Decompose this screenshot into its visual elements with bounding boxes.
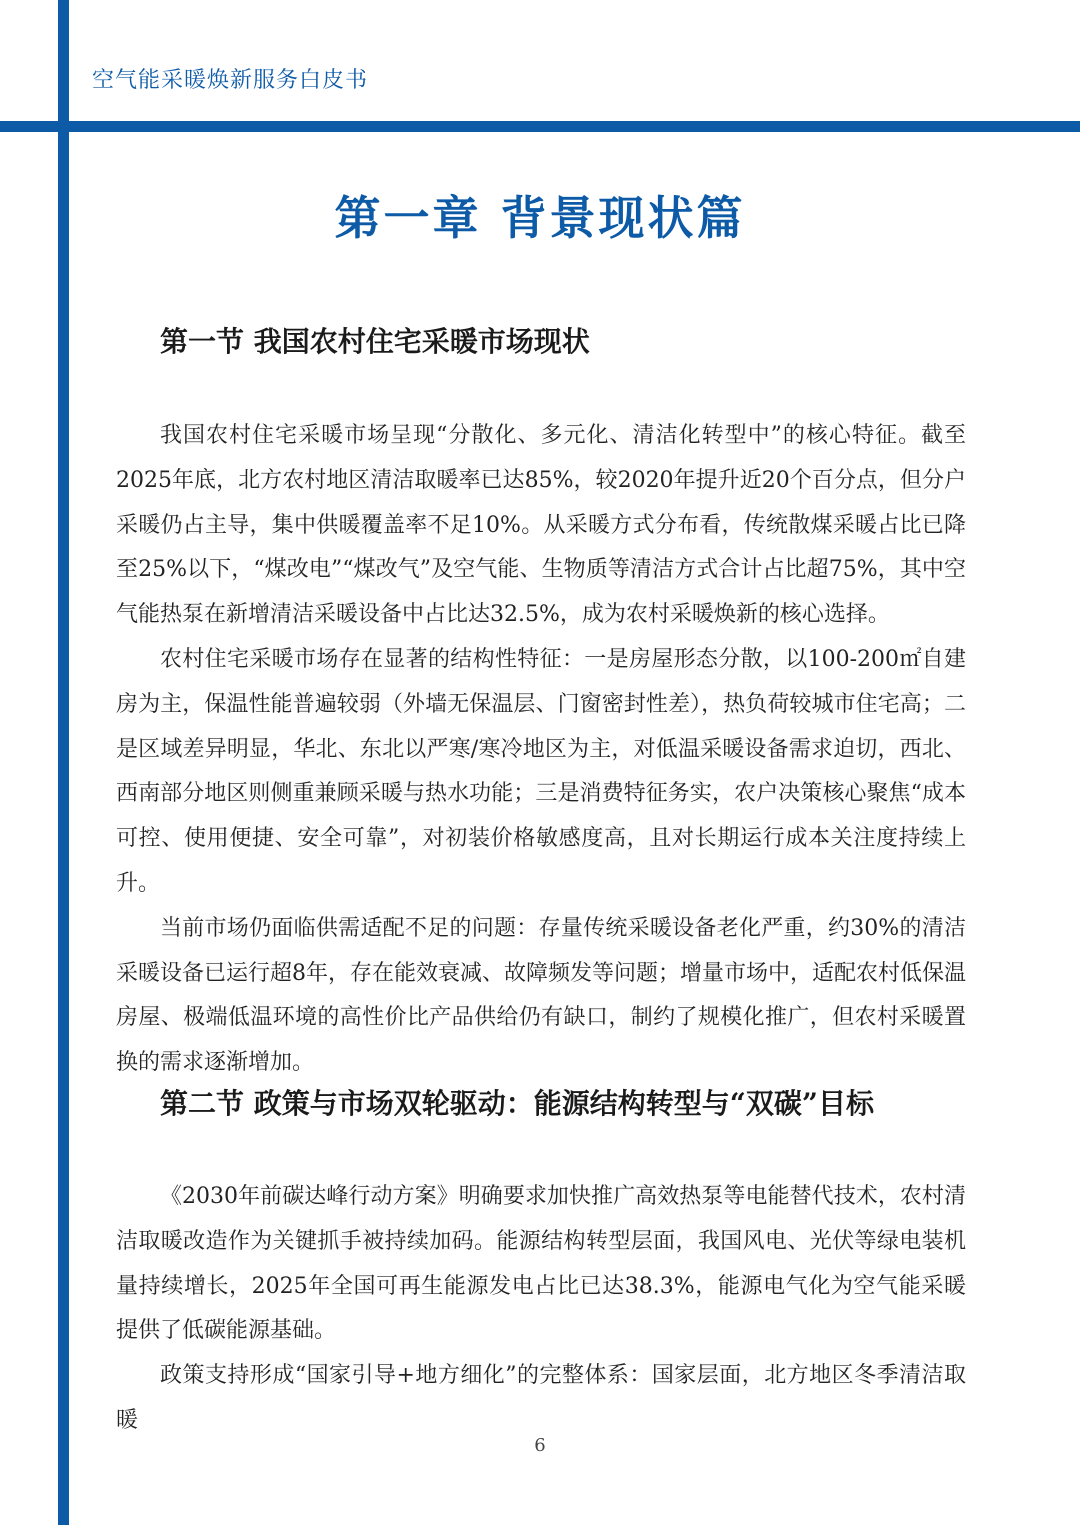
header-rule xyxy=(0,121,1080,132)
paragraph: 农村住宅采暖市场存在显著的结构性特征：一是房屋形态分散，以100-200㎡自建房为主，保温性能普遍较弱（外墙无保温层、门窗密封性差），热负荷较城市住宅高；二是区域差异明显，华北、东北以严寒/寒冷地区为主，对低温采暖设备需求迫切，西北、西南部分地区则侧重兼顾采暖与热水功能；三是消费特征务实，农户决策核心聚焦“成本可控、使用便捷、安全可靠”，对初装价格敏感度高，且对长期运行成本关注度持续上升。 xyxy=(116,646,966,896)
paragraph: 《2030年前碳达峰行动方案》明确要求加快推广高效热泵等电能替代技术，农村清洁取暖改造作为关键抓手被持续加码。能源结构转型层面，我国风电、光伏等绿电装机量持续增长，2025年全国可再生能源发电占比已达38.3%，能源电气化为空气能采暖提供了低碳能源基础。 xyxy=(116,1184,966,1344)
paragraph: 当前市场仍面临供需适配不足的问题：存量传统采暖设备老化严重，约30%的清洁采暖设备已运行超8年，存在能效衰减、故障频发等问题；增量市场中，适配农村低保温房屋、极端低温环境的高性价比产品供给仍有缺口，制约了规模化推广，但农村采暖置换的需求逐渐增加。 xyxy=(116,915,966,1076)
section-1-body xyxy=(116,414,966,1086)
page-number: 6 xyxy=(534,1435,546,1456)
section-2-body xyxy=(116,1175,966,1444)
running-header-title: 空气能采暖焕新服务白皮书 xyxy=(92,68,369,93)
paragraph: 政策支持形成“国家引导+地方细化”的完整体系：国家层面，北方地区冬季清洁取暖 xyxy=(116,1363,966,1433)
section-2-title: 第二节 政策与市场双轮驱动：能源结构转型与“双碳”目标 xyxy=(160,1087,874,1120)
section-1-title: 第一节 我国农村住宅采暖市场现状 xyxy=(160,325,590,358)
paragraph: 我国农村住宅采暖市场呈现“分散化、多元化、清洁化转型中”的核心特征。截至2025年底，北方农村地区清洁取暖率已达85%，较2020年提升近20个百分点，但分户采暖仍占主导，集中供暖覆盖率不足10%。从采暖方式分布看，传统散煤采暖占比已降至25%以下，“煤改电”“煤改气”及空气能、生物质等清洁方式合计占比超75%，其中空气能热泵在新增清洁采暖设备中占比达32.5%，成为农村采暖焕新的核心选择。 xyxy=(116,423,966,628)
chapter-title: 第一章 背景现状篇 xyxy=(334,191,746,245)
